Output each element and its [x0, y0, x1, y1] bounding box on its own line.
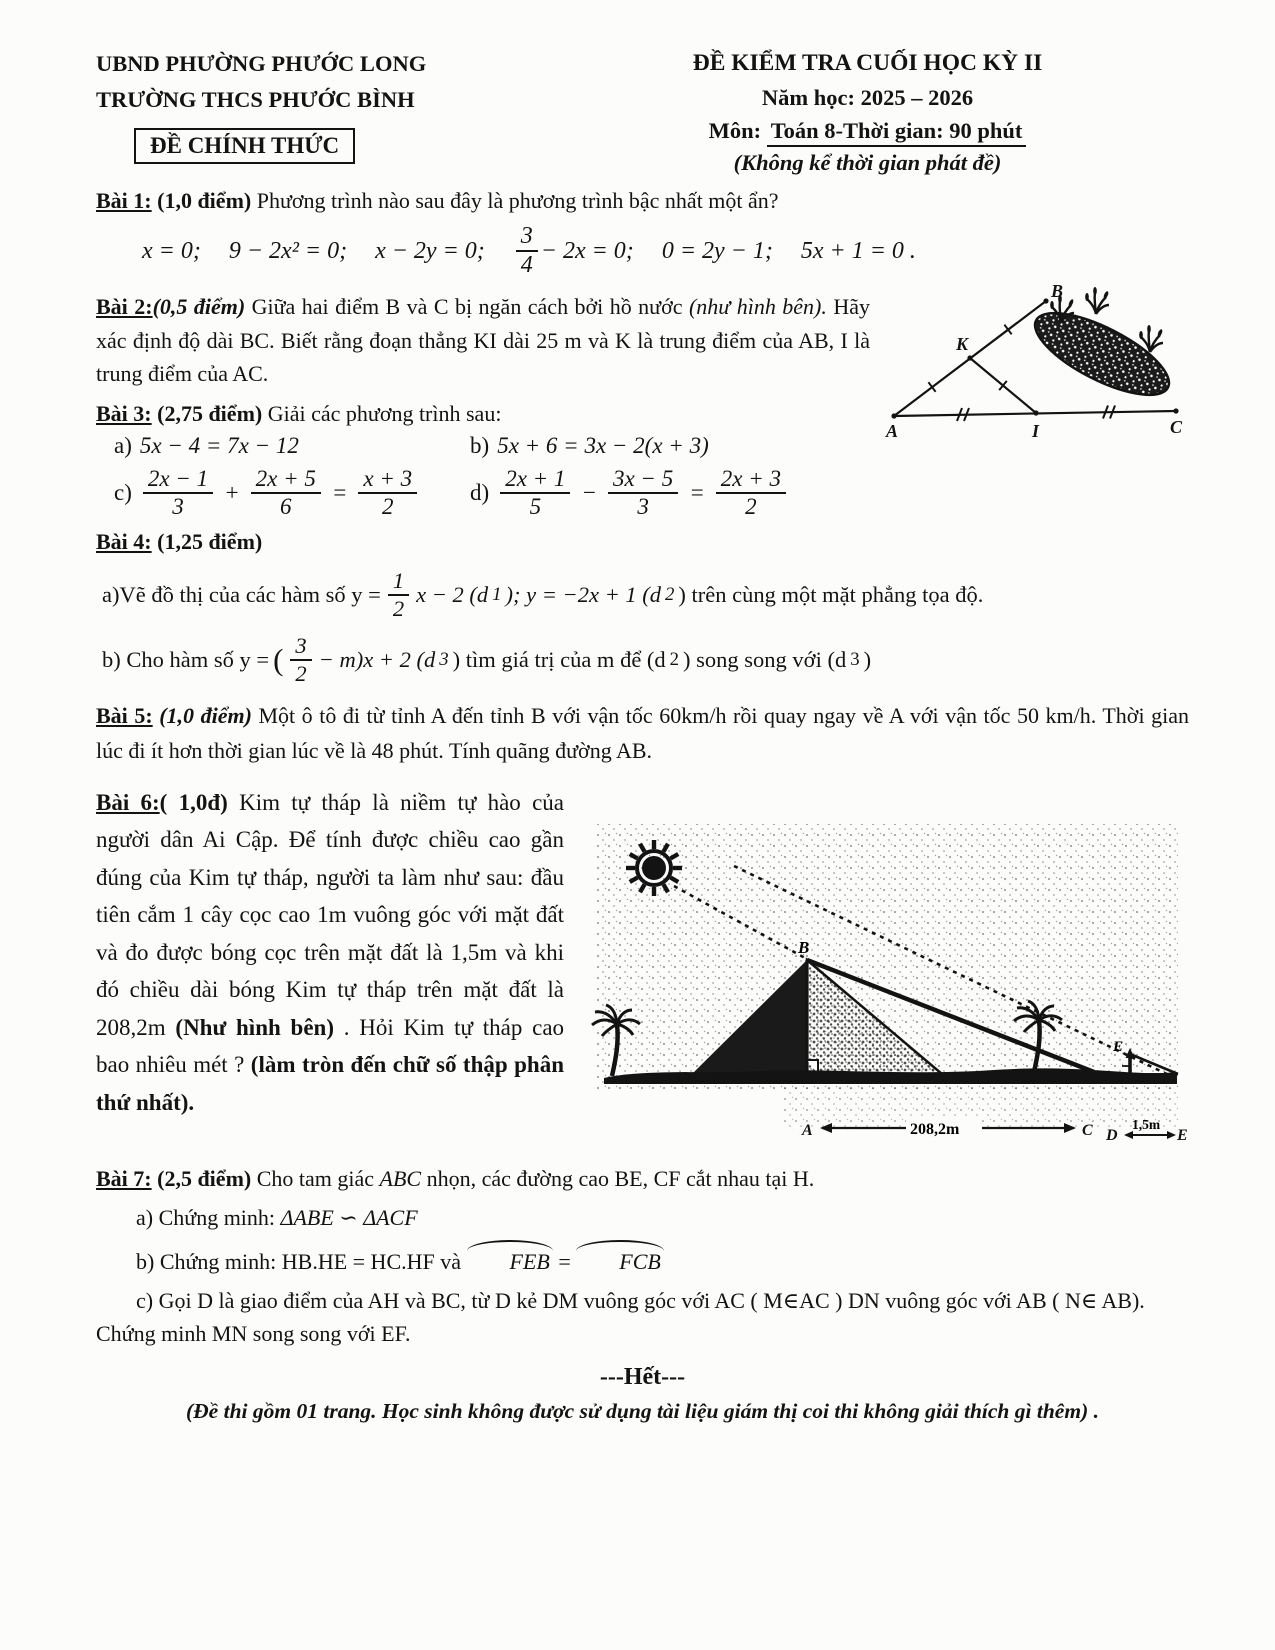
- problem-4-points: (1,25 điểm): [151, 528, 263, 554]
- subscript-3: 3: [439, 648, 449, 670]
- problem-6-body-1: Kim tự tháp là niềm tự hào của người dân Ai Cập. Để tính được chiều cao gần đúng của Kim tự tháp, người ta làm như sau: đầu tiên cắm 1 cây cọc cao 1m vuông góc với mặt đất và đo được bóng cọc trên mặt đất là 1,5m và khi đó chiều dài bóng Kim tự tháp trên mặt đất là 208,2m: [96, 789, 564, 1040]
- problem-4a-text-end: ) trên cùng một mặt phẳng tọa độ.: [678, 581, 984, 607]
- official-stamp-box: ĐỀ CHÍNH THỨC: [134, 128, 355, 164]
- problem-7-label: Bài 7:: [96, 1165, 152, 1191]
- problem-4a-math-2: ); y = −2x + 1 (d: [505, 581, 662, 607]
- ground-label-E: E: [1177, 1126, 1188, 1144]
- vertex-label-A: A: [886, 421, 899, 442]
- problem-4a: [102, 569, 1189, 620]
- problem-4-label: Bài 4:: [96, 528, 152, 554]
- problem-6-points: ( 1,0đ): [159, 789, 228, 815]
- operator: −: [581, 479, 597, 505]
- fraction: $\frac{2x + 5}{6}$: [251, 467, 321, 519]
- problem-3-label: Bài 3:: [96, 400, 152, 426]
- header-left: [96, 46, 486, 178]
- subject-prefix: Môn:: [708, 118, 767, 143]
- problem-7-points: (2,5 điểm): [151, 1165, 252, 1191]
- ground-label-A: A: [802, 1121, 813, 1139]
- problem-7c-text: Gọi D là giao điểm của AH và BC, từ D kẻ DM vuông góc với AC ( M∈AC ) DN vuông góc với AB ( N∈ AB). Chứng minh MN song song với EF.: [96, 1287, 1145, 1346]
- problem-1-label: Bài 1:: [96, 188, 152, 213]
- problem-4: [96, 529, 1189, 686]
- problem-4b-text: b) Cho hàm số y =: [102, 646, 270, 672]
- equation-a: [114, 433, 452, 459]
- similarity-statement: ΔABE ∽ ΔACF: [280, 1204, 418, 1230]
- problem-3-points: (2,75 điểm): [151, 400, 263, 426]
- vertex-label-K: K: [956, 334, 969, 355]
- problem-1: [96, 188, 1189, 278]
- equation-2: 9 − 2x² = 0;: [228, 237, 348, 264]
- pyramid-shadow-diagram: [574, 788, 1189, 1146]
- fraction: $\frac{x + 3}{2}$: [358, 467, 417, 519]
- problem-7b: [96, 1240, 1189, 1278]
- subscript-3b: 3: [850, 648, 860, 670]
- problem-2-body-3: Hãy xác định độ dài BC. Biết rằng đoạn thẳng KI dài 25 m và K là trung điểm của AB, I là trung điểm của AC.: [96, 294, 870, 387]
- close-paren: ): [863, 646, 872, 672]
- problem-6-figure: [564, 788, 1189, 1152]
- footer-note: (Đề thi gồm 01 trang. Học sinh không được sử dụng tài liệu giám thị coi thi không giải thích gì thêm) .: [186, 1398, 1099, 1423]
- problem-4-heading: [96, 529, 1189, 555]
- problem-7a-text: Chứng minh:: [153, 1204, 281, 1230]
- apex-label-B: B: [798, 937, 810, 957]
- subscript-1: 1: [492, 583, 502, 605]
- problem-3-equations: [96, 433, 870, 519]
- problem-5: [96, 699, 1189, 767]
- equals-sign: =: [552, 1248, 577, 1274]
- subject-line: [546, 115, 1189, 148]
- triangle-lake-diagram: [884, 276, 1189, 444]
- problem-6-label: Bài 6:: [96, 789, 160, 815]
- equals-sign: =: [331, 479, 348, 505]
- exam-title: ĐỀ KIỂM TRA CUỐI HỌC KỲ II: [692, 50, 1043, 76]
- problem-2-body-1: Giữa hai điểm B và C bị ngăn cách bởi hồ nước: [245, 294, 689, 320]
- equals-sign: =: [689, 479, 705, 505]
- equation-6: 5x + 1 = 0 .: [800, 237, 916, 264]
- ground-label-C: C: [1082, 1121, 1093, 1139]
- problem-6: [96, 784, 1189, 1152]
- fraction: $\frac{3x - 5}{3}$: [608, 467, 678, 519]
- problem-2-label: Bài 2:: [96, 294, 153, 320]
- problem-5-label: Bài 5:: [96, 703, 153, 729]
- subscript-2: 2: [665, 583, 675, 605]
- equation-1: x = 0;: [142, 237, 201, 264]
- problem-3-question: Giải các phương trình sau:: [262, 400, 502, 426]
- equation-a-body: 5x − 4 = 7x − 12: [139, 432, 299, 458]
- time-note: (Không kể thời gian phát đề): [733, 149, 1002, 175]
- fraction: $\frac{2x + 1}{5}$: [500, 467, 570, 519]
- dimension-label-208m: 208,2m: [910, 1120, 960, 1138]
- equation-b: [470, 433, 870, 459]
- problem-6-text: [96, 784, 564, 1152]
- equation-4: $\frac{3}{4}$ − 2x = 0;: [513, 224, 634, 278]
- header: [96, 46, 1189, 178]
- problem-7-intro-1: Cho tam giác: [251, 1165, 380, 1191]
- equation-d: [470, 467, 870, 519]
- triangle-name: ABC: [379, 1165, 422, 1191]
- fraction: $\frac{2x + 3}{2}$: [716, 467, 786, 519]
- angle-arc-FCB: FCB: [576, 1240, 664, 1278]
- problem-7c-label: c): [136, 1287, 154, 1313]
- problem-2-points: (0,5 điểm): [152, 294, 246, 320]
- problem-1-equations: [142, 224, 1189, 278]
- equation-d-label: d): [470, 479, 490, 505]
- fraction-3-2: $\frac{3}{2}$: [290, 634, 311, 685]
- operator: +: [224, 479, 240, 505]
- problem-7-heading: [96, 1162, 1189, 1195]
- problem-5-text: Một ô tô đi từ tỉnh A đến tỉnh B với vận tốc 60km/h rồi quay ngay về A với vận tốc 50 km/h. Thời gian lúc đi ít hơn thời gian lúc về là 48 phút. Tính quãng đường AB.: [96, 703, 1189, 763]
- problem-7a-label: a): [136, 1204, 154, 1230]
- problem-4b-text-3: ) song song với (d: [683, 646, 847, 672]
- equation-a-label: a): [114, 432, 132, 458]
- subscript-2b: 2: [669, 648, 680, 670]
- header-right: [546, 46, 1189, 178]
- fraction: $\frac{2x - 1}{3}$: [143, 467, 213, 519]
- lake-shape: [1024, 298, 1179, 412]
- vertex-label-B: B: [1051, 281, 1064, 302]
- problem-2-figure: [884, 276, 1189, 450]
- problem-6-bold-2: (làm tròn đến chữ số thập phân thứ nhất).: [96, 1052, 564, 1115]
- org-line-1: UBND PHƯỜNG PHƯỚC LONG: [96, 51, 427, 76]
- subject-name: Toán 8-Thời gian: 90 phút: [767, 118, 1027, 147]
- problem-7c: [96, 1284, 1189, 1350]
- equation-c: [114, 467, 452, 519]
- problem-4b-text-2: ) tìm giá trị của m để (d: [452, 646, 666, 672]
- equation-b-label: b): [470, 432, 490, 458]
- ground-label-D: D: [1106, 1126, 1118, 1144]
- fraction-1-2: $\frac{1}{2}$: [388, 569, 409, 620]
- problem-2-body-2: (như hình bên).: [688, 294, 827, 320]
- fraction-3-4: $\frac{3}{4}$: [516, 224, 538, 278]
- problem-4a-text: a)Vẽ đồ thị của các hàm số y =: [102, 581, 381, 607]
- problem-7a: [96, 1201, 1189, 1234]
- problem-7b-label: b): [136, 1248, 155, 1274]
- vertex-label-C: C: [1170, 417, 1183, 438]
- problem-1-heading: [96, 188, 1189, 214]
- equation-c-label: c): [114, 479, 132, 505]
- problem-6-body-2: . Hỏi Kim tự tháp cao bao nhiêu mét ?: [96, 1014, 565, 1078]
- dimension-label-1-5m: 1,5m: [1132, 1116, 1161, 1132]
- school-year: Năm học: 2025 – 2026: [761, 85, 974, 111]
- problem-7: [96, 1162, 1189, 1350]
- equation-b-body: 5x + 6 = 3x − 2(x + 3): [497, 432, 709, 458]
- stake-top-label-E: E: [1113, 1038, 1124, 1055]
- problem-5-points: (1,0 điểm): [152, 703, 252, 729]
- open-paren: (: [273, 642, 284, 678]
- org-line-2: TRƯỜNG THCS PHƯỚC BÌNH: [96, 87, 415, 112]
- problem-7b-text: Chứng minh: HB.HE = HC.HF và: [154, 1248, 467, 1274]
- problem-4a-math-1: x − 2 (d: [416, 581, 489, 607]
- problem-1-points: (1,0 điểm): [151, 188, 252, 213]
- problem-7-intro-2: nhọn, các đường cao BE, CF cắt nhau tại H.: [421, 1165, 815, 1191]
- problem-1-question: Phương trình nào sau đây là phương trình bậc nhất một ẩn?: [251, 188, 779, 213]
- problem-4b: [102, 634, 1189, 685]
- problem-4b-math-1: − m)x + 2 (d: [318, 646, 436, 672]
- problem-6-bold-1: (Như hình bên): [175, 1014, 334, 1040]
- equation-5: 0 = 2y − 1;: [661, 237, 773, 264]
- angle-arc-FEB: FEB: [467, 1240, 553, 1278]
- vertex-label-I: I: [1032, 421, 1040, 442]
- end-marker: ---Hết---: [599, 1363, 686, 1390]
- equation-3: x − 2y = 0;: [375, 237, 485, 264]
